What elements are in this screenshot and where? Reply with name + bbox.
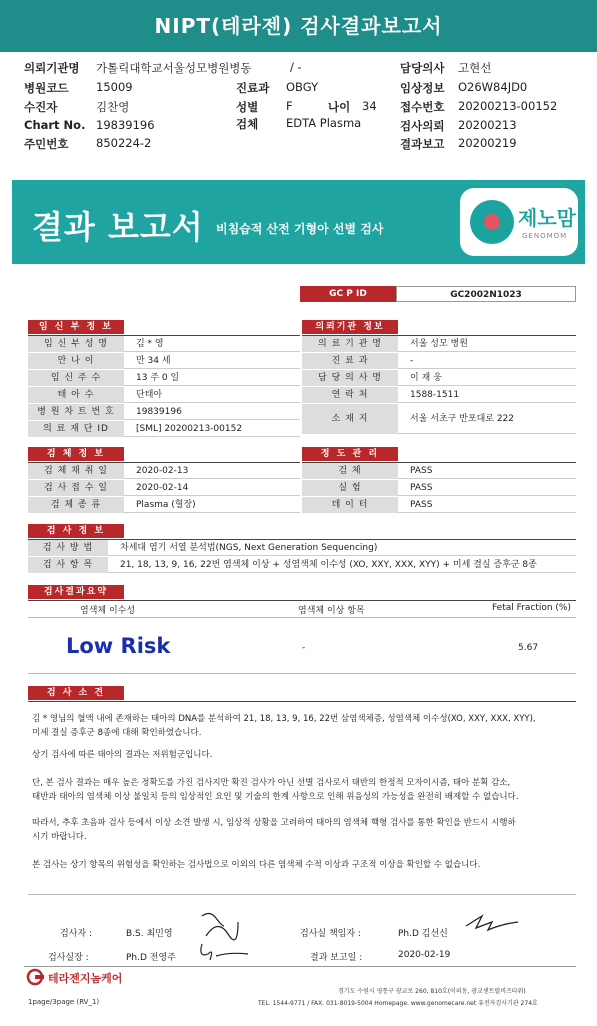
patient-row [28,336,300,352]
header-label: 진료과 [236,81,270,95]
header-label: 결과보고 [400,137,445,151]
banner-title: 결과 보고서 [32,208,204,246]
specimen-row [28,497,300,513]
patient-row-value: 13 주 0 일 [136,373,180,383]
report-date: 2020-02-19 [398,950,451,960]
genomom-logo [460,188,578,256]
patient-row-label: 만 나 이 [28,353,124,369]
header-label: Chart No. [24,118,86,132]
tester-signature [198,908,242,942]
header-label: 성별 [236,100,259,114]
gcpid-label: GC P ID [300,286,396,302]
header-label: 주민번호 [24,137,69,151]
header-label: 수진자 [24,100,58,114]
specimen-row-label: 검 사 접 수 일 [28,480,124,496]
specimen-row-label: 검 체 채 취 일 [28,463,124,479]
findings-section-title: 검 사 소 견 [28,686,124,700]
banner-subtitle: 비침습적 산전 기형아 선별 검사 [216,222,384,236]
report-title: NIPT(테라젠) 검사결과보고서 [0,0,597,52]
report-date-label: 결과 보고일 : [310,953,363,963]
findings-paragraph-3b: 태반과 태아의 염색체 이상 불일치 등의 임상적인 요인 및 기술의 한계 사항으로 인해 위음성의 가능성을 완전히 배제할 수 없습니다. [32,792,519,802]
specimen-row-value: Plasma (혈장) [136,500,196,510]
summary-section-title: 검사결과요약 [28,585,124,599]
institution-row-value: 1588-1511 [410,390,460,400]
institution-row-label: 진 료 과 [302,353,398,369]
header-label: 의뢰기관명 [24,61,80,75]
institution-row-label: 의 료 기 관 명 [302,336,398,352]
summary-col-abnormal-items: 염색체 이상 항목 [298,606,365,616]
findings-paragraph-1b: 미세 결실 증후군 8종에 대해 확인하였습니다. [32,728,202,738]
patient-row-value: 김 * 영 [136,339,164,349]
qc-row-value: PASS [410,483,433,493]
header-label: 나이 [328,100,351,114]
test-row [28,540,576,556]
director-name: Ph.D 김선신 [398,929,448,939]
result-low-risk: Low Risk [66,634,171,658]
patient-row [28,353,300,369]
header-value: F [286,99,293,113]
patient-section-title: 임 신 부 정 보 [28,320,124,334]
institution-row-value: 서울 성모 병원 [410,339,468,349]
specimen-row-value: 2020-02-13 [136,466,189,476]
institution-row-value: 서울 서초구 반포대로 222 [410,414,515,424]
test-row [28,557,576,573]
qc-row-label: 데 이 터 [302,497,398,513]
patient-row-label: 병 원 차 트 번 호 [28,404,124,420]
header-value: 850224-2 [96,136,152,150]
patient-row-value: [SML] 20200213-00152 [136,424,243,434]
header-value: 34 [362,99,377,113]
header-value: EDTA Plasma [286,116,362,130]
tester-label: 검사자 : [60,929,92,939]
header-value: 가톨릭대학교서울성모병원병동 [96,61,252,75]
qc-row-value: PASS [410,500,433,510]
specimen-row [28,480,300,496]
patient-row [28,387,300,403]
header-value: OBGY [286,80,319,94]
company-contact: TEL. 1544-9771 / FAX. 031-8019-5004 Homepage. www.genomecare.net 유전자검사기관 274호 [258,1000,538,1007]
qc-row [302,480,576,496]
summary-col-aneuploidy: 염색체 이수성 [80,606,136,616]
institution-section-title: 의뢰기관 정보 [302,320,398,334]
institution-row [302,336,576,352]
findings-paragraph-5: 본 검사는 상기 항목의 위험성을 확인하는 검사법으로 이외의 다른 염색체 수적 이상과 구조적 이상을 확인할 수 없습니다. [32,860,481,870]
qc-row-label: 검 체 [302,463,398,479]
header-value: 19839196 [96,118,155,132]
company-logo-icon [26,968,46,986]
patient-row-value: 19839196 [136,407,182,417]
header-value: 20200219 [458,136,517,150]
logo-text: 제노맘 [518,206,576,230]
header-label: 담당의사 [400,61,445,75]
gcpid-value: GC2002N1023 [396,286,576,302]
test-row-value: 21, 18, 13, 9, 16, 22번 염색체 이상 + 성염색체 이수성 (XO, XXY, XXX, XYY) + 미세 결실 증후군 8종 [120,560,537,570]
institution-row [302,370,576,386]
specimen-row-value: 2020-02-14 [136,483,189,493]
institution-row-label: 담 당 의 사 명 [302,370,398,386]
director-label: 검사실 책임자 : [300,929,361,939]
header-value: 김찬영 [96,100,130,114]
head-signature [196,938,252,964]
institution-row [302,353,576,369]
institution-row-label: 소 재 지 [302,404,398,434]
patient-row-label: 의 료 재 단 ID [28,421,124,437]
tester-name: B.S. 최민영 [126,929,173,939]
fetal-fraction-value: 5.67 [518,643,539,653]
page-number: 1page/3page (RV_1) [28,998,100,1006]
patient-row-label: 임 신 주 수 [28,370,124,386]
findings-paragraph-3: 단, 본 검사 결과는 매우 높은 정확도를 가진 검사지만 확진 검사가 아닌 선별 검사로서 태반의 한정적 모자이시즘, 태아 분획 감소, [32,778,511,788]
institution-row-value: 이 재 웅 [410,373,442,383]
patient-row-label: 태 아 수 [28,387,124,403]
findings-paragraph-2: 상기 검사에 따른 태아의 결과는 저위험군입니다. [32,750,213,760]
header-label: 검체 [236,117,259,131]
findings-paragraph-1: 김 * 영님의 혈액 내에 존재하는 태아의 DNA를 분석하여 21, 18, 13, 9, 16, 22번 삼염색체증, 성염색체 이수성(XO, XXY, XXX, XYY), [32,714,536,724]
header-value: / - [290,60,302,74]
institution-row [302,404,576,434]
logo-subtext: GENOMOM [522,232,568,240]
header-label: 검사의뢰 [400,119,445,133]
test-row-value: 차세대 염기 서열 분석법(NGS, Next Generation Sequencing) [120,543,378,553]
header-info [0,52,597,152]
test-section-title: 검 사 정 보 [28,524,124,538]
findings-paragraph-4b: 시기 바랍니다. [32,832,87,842]
summary-col-fetal-fraction: Fetal Fraction (%) [492,603,571,613]
header-value: 20200213 [458,118,517,132]
summary-abnormal-item-value: - [302,643,306,653]
specimen-row-label: 검 체 종 류 [28,497,124,513]
specimen-row [28,463,300,479]
header-value: 20200213-00152 [458,99,558,113]
header-label: 병원코드 [24,81,69,95]
header-value: 고현선 [458,61,492,75]
patient-row-label: 임 신 부 성 명 [28,336,124,352]
patient-row [28,421,300,437]
institution-row-label: 연 락 처 [302,387,398,403]
qc-section-title: 정 도 관 리 [302,447,398,461]
company-name: 테라젠지놈케어 [48,972,123,985]
patient-row [28,370,300,386]
qc-row-value: PASS [410,466,433,476]
company-address: 경기도 수원시 영통구 광교로 260, 810호(이의동, 광교센트럴비즈타워) [338,988,526,995]
logo-icon [470,200,514,244]
test-row-label: 검 사 항 목 [28,557,108,573]
qc-row-label: 실 험 [302,480,398,496]
header-value: 15009 [96,80,133,94]
header-label: 접수번호 [400,100,445,114]
header-label: 임상정보 [400,81,445,95]
header-value: O26W84JD0 [458,80,528,94]
head-label: 검사실장 : [48,953,89,963]
qc-row [302,497,576,513]
institution-row-value: - [410,356,414,366]
director-signature [462,910,522,936]
patient-row [28,404,300,420]
qc-row [302,463,576,479]
result-banner [12,180,585,264]
findings-paragraph-4: 따라서, 추후 초음파 검사 등에서 이상 소견 발생 시, 임상적 상황을 고려하여 태아의 염색체 핵형 검사를 통한 확인을 반드시 시행하 [32,818,516,828]
head-name: Ph.D 전영주 [126,953,176,963]
specimen-section-title: 검 체 정 보 [28,447,124,461]
patient-row-value: 단태아 [136,390,163,400]
patient-row-value: 만 34 세 [136,356,171,366]
test-row-label: 검 사 방 법 [28,540,108,556]
institution-row [302,387,576,403]
